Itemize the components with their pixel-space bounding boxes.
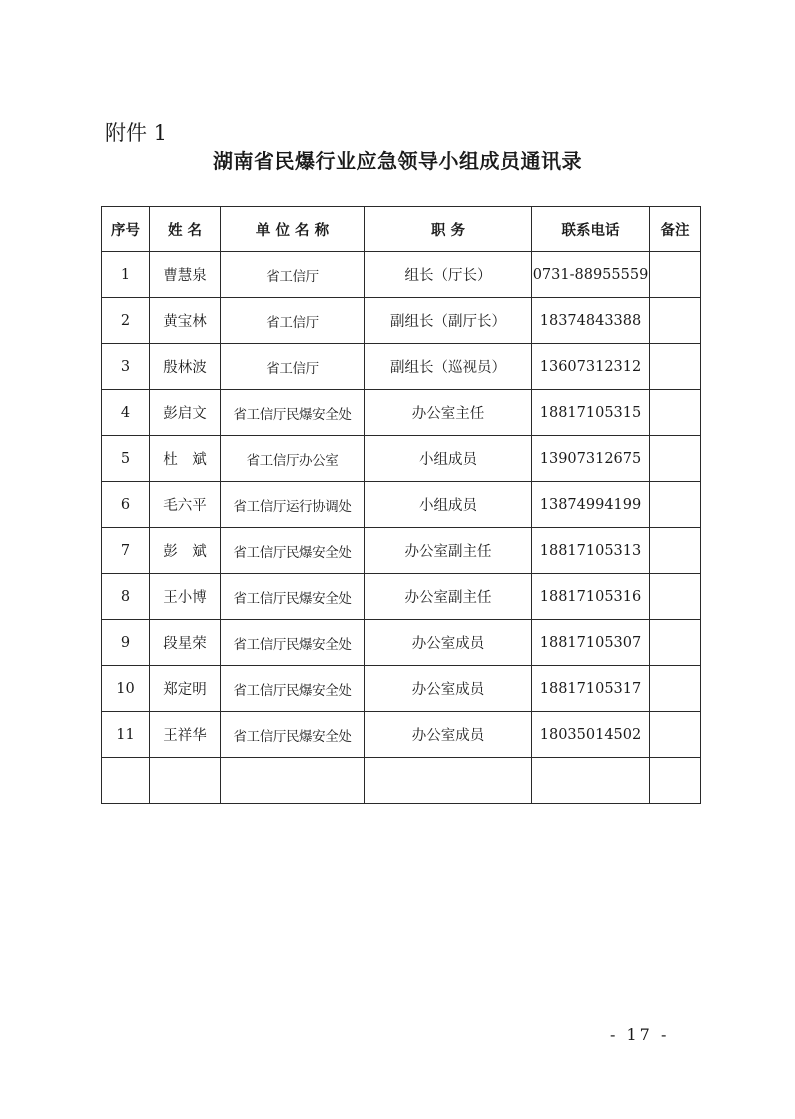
- cell-unit: 省工信厅民爆安全处: [221, 620, 365, 666]
- cell-position: 组长（厅长）: [365, 252, 532, 298]
- cell-position: 小组成员: [365, 436, 532, 482]
- cell-name: 郑定明: [150, 666, 221, 712]
- page-number: - 17 -: [610, 1025, 670, 1044]
- cell-note: [650, 620, 701, 666]
- cell-unit: [221, 758, 365, 804]
- cell-unit: 省工信厅: [221, 252, 365, 298]
- cell-phone: 13874994199: [532, 482, 650, 528]
- cell-phone: 18817105316: [532, 574, 650, 620]
- cell-name: 段星荣: [150, 620, 221, 666]
- cell-note: [650, 252, 701, 298]
- cell-position: 办公室成员: [365, 666, 532, 712]
- table-row: [102, 620, 701, 666]
- cell-note: [650, 666, 701, 712]
- cell-note: [650, 390, 701, 436]
- table-row: [102, 344, 701, 390]
- cell-phone: 13907312675: [532, 436, 650, 482]
- cell-position: 副组长（副厅长）: [365, 298, 532, 344]
- cell-position: 办公室成员: [365, 712, 532, 758]
- cell-note: [650, 528, 701, 574]
- cell-note: [650, 712, 701, 758]
- document-title: 湖南省民爆行业应急领导小组成员通讯录: [213, 149, 582, 173]
- cell-no: 9: [102, 620, 150, 666]
- cell-name: 曹慧泉: [150, 252, 221, 298]
- cell-no: 1: [102, 252, 150, 298]
- cell-no: [102, 758, 150, 804]
- cell-no: 4: [102, 390, 150, 436]
- cell-phone: [532, 758, 650, 804]
- cell-name: 王小博: [150, 574, 221, 620]
- cell-note: [650, 574, 701, 620]
- table-row: [102, 666, 701, 712]
- cell-note: [650, 758, 701, 804]
- cell-name: 王祥华: [150, 712, 221, 758]
- cell-unit: 省工信厅: [221, 298, 365, 344]
- cell-phone: 18817105307: [532, 620, 650, 666]
- cell-unit: 省工信厅民爆安全处: [221, 528, 365, 574]
- cell-unit: 省工信厅: [221, 344, 365, 390]
- cell-phone: 18035014502: [532, 712, 650, 758]
- cell-name: 毛六平: [150, 482, 221, 528]
- cell-position: 办公室副主任: [365, 528, 532, 574]
- table-row: [102, 712, 701, 758]
- cell-phone: 0731-88955559: [532, 252, 650, 298]
- cell-unit: 省工信厅民爆安全处: [221, 574, 365, 620]
- table-row: [102, 574, 701, 620]
- cell-no: 2: [102, 298, 150, 344]
- cell-name: 杜 斌: [150, 436, 221, 482]
- cell-no: 7: [102, 528, 150, 574]
- cell-no: 5: [102, 436, 150, 482]
- table-row: [102, 390, 701, 436]
- cell-position: 办公室副主任: [365, 574, 532, 620]
- cell-phone: 18817105313: [532, 528, 650, 574]
- cell-note: [650, 298, 701, 344]
- attachment-label: 附件 1: [105, 121, 168, 145]
- table-header-row: [102, 207, 701, 252]
- header-name: 姓 名: [150, 207, 221, 252]
- cell-position: 办公室成员: [365, 620, 532, 666]
- cell-phone: 18817105317: [532, 666, 650, 712]
- header-phone: 联系电话: [532, 207, 650, 252]
- cell-name: 彭 斌: [150, 528, 221, 574]
- cell-position: 小组成员: [365, 482, 532, 528]
- cell-phone: 18374843388: [532, 298, 650, 344]
- table-row-empty: [102, 758, 701, 804]
- cell-note: [650, 344, 701, 390]
- cell-name: 黄宝林: [150, 298, 221, 344]
- cell-unit: 省工信厅民爆安全处: [221, 712, 365, 758]
- cell-position: [365, 758, 532, 804]
- cell-position: 副组长（巡视员）: [365, 344, 532, 390]
- cell-position: 办公室主任: [365, 390, 532, 436]
- table-row: [102, 528, 701, 574]
- table-row: [102, 252, 701, 298]
- cell-phone: 18817105315: [532, 390, 650, 436]
- cell-unit: 省工信厅民爆安全处: [221, 666, 365, 712]
- cell-name: 殷林波: [150, 344, 221, 390]
- table-row: [102, 436, 701, 482]
- cell-name: 彭启文: [150, 390, 221, 436]
- cell-name: [150, 758, 221, 804]
- cell-note: [650, 482, 701, 528]
- header-unit: 单 位 名 称: [221, 207, 365, 252]
- cell-unit: 省工信厅民爆安全处: [221, 390, 365, 436]
- cell-note: [650, 436, 701, 482]
- cell-no: 10: [102, 666, 150, 712]
- cell-no: 11: [102, 712, 150, 758]
- cell-unit: 省工信厅运行协调处: [221, 482, 365, 528]
- header-note: 备注: [650, 207, 701, 252]
- header-no: 序号: [102, 207, 150, 252]
- table-row: [102, 298, 701, 344]
- table-row: [102, 482, 701, 528]
- cell-phone: 13607312312: [532, 344, 650, 390]
- cell-no: 3: [102, 344, 150, 390]
- contact-table: [101, 206, 701, 804]
- cell-no: 6: [102, 482, 150, 528]
- cell-no: 8: [102, 574, 150, 620]
- header-position: 职 务: [365, 207, 532, 252]
- cell-unit: 省工信厅办公室: [221, 436, 365, 482]
